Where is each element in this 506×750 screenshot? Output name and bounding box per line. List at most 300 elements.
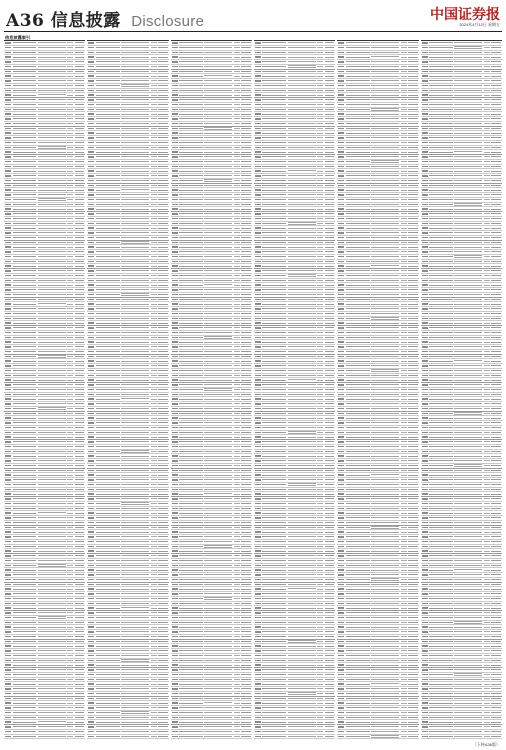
table-cell [255,579,261,580]
table-cell [288,522,316,523]
table-cell [262,574,286,575]
table-cell [338,370,344,371]
table-cell [204,308,232,309]
table-cell [241,251,251,252]
table-cell [454,209,482,210]
table-cell [288,479,316,480]
table-cell [255,42,261,43]
table-cell [262,679,286,680]
table-cell [346,707,370,708]
table-cell [151,52,157,53]
table-cell [325,109,335,110]
table-cell [338,360,344,361]
table-cell [241,180,251,181]
table-cell [422,137,428,138]
table-cell [288,128,316,129]
table-cell [67,57,73,58]
table-cell [38,574,66,575]
table-cell [454,142,482,143]
table-cell [179,237,203,238]
table-cell [96,717,120,718]
table-cell [88,441,94,442]
table-cell [151,237,157,238]
table-cell [204,289,232,290]
table-cell [317,427,323,428]
table-cell [288,565,316,566]
table-cell [317,736,323,737]
table-cell [151,384,157,385]
table-cell [408,346,418,347]
table-cell [401,598,407,599]
table-cell [241,123,251,124]
table-cell [338,517,344,518]
table-cell [204,517,232,518]
table-cell [75,133,85,134]
table-cell [234,327,240,328]
table-cell [262,707,286,708]
table-cell [204,597,232,599]
table-cell [121,398,149,400]
table-cell [454,175,482,176]
table-cell [484,171,490,172]
table-cell [88,137,94,138]
table-cell [13,242,37,243]
table-cell [491,213,501,214]
table-cell [204,684,232,685]
table-cell [408,399,418,400]
table-cell [408,508,418,509]
table-cell [338,394,344,395]
table-cell [262,47,286,48]
table-cell [371,403,399,404]
table-cell [5,565,11,566]
table-cell [371,180,399,181]
table-cell [241,446,251,447]
section-title-cn: 信息披露 [50,11,121,31]
table-cell [408,99,418,100]
table-cell [241,665,251,666]
table-cell [429,223,453,224]
table-cell [371,627,399,628]
table-cell [172,213,178,214]
table-cell [346,650,370,651]
table-cell [121,541,149,542]
table-cell [13,489,37,490]
table-cell [96,175,120,176]
table-cell [408,118,418,119]
table-cell [454,375,482,376]
table-cell [96,636,120,637]
table-cell [151,380,157,381]
table-cell [13,204,37,205]
table-cell [179,693,203,694]
table-cell [13,736,37,737]
table-cell [288,80,316,81]
table-cell [179,403,203,404]
table-cell [172,180,178,181]
table-cell [325,522,335,523]
table-cell [234,346,240,347]
table-cell [241,270,251,271]
table-cell [484,199,490,200]
table-cell [401,380,407,381]
table-cell [401,237,407,238]
table-cell [429,427,453,428]
table-cell [325,579,335,580]
table-cell [204,71,232,72]
table-cell [158,318,168,319]
table-cell [401,684,407,685]
table-cell [13,608,37,609]
table-cell [67,356,73,357]
table-cell [38,593,66,594]
table-cell [75,275,85,276]
table-cell [158,489,168,490]
table-cell [96,356,120,357]
table-cell [288,579,316,580]
table-cell [338,161,344,162]
index-column [421,40,502,743]
table-cell [234,118,240,119]
table-cell [5,237,11,238]
table-cell [158,147,168,148]
table-cell [13,603,37,604]
table-cell [317,494,323,495]
table-cell [13,209,37,210]
table-cell [241,137,251,138]
table-cell [325,299,335,300]
table-cell [325,513,335,514]
table-cell [121,223,149,224]
table-cell [401,213,407,214]
table-cell [38,42,66,44]
table-cell [204,66,232,67]
table-cell [317,399,323,400]
table-cell [317,636,323,637]
table-cell [288,722,316,723]
table-cell [288,451,316,452]
table-cell [158,256,168,257]
table-cell [172,256,178,257]
table-cell [317,698,323,699]
table-cell [241,612,251,613]
table-cell [96,218,120,219]
table-cell [325,617,335,618]
table-cell [346,470,370,471]
table-cell [75,570,85,571]
table-cell [13,223,37,224]
table-cell [172,436,178,437]
table-cell [241,370,251,371]
table-cell [422,341,428,342]
table-cell [325,351,335,352]
table-cell [151,147,157,148]
table-cell [338,446,344,447]
table-cell [75,380,85,381]
table-cell [88,94,94,95]
table-cell [262,204,286,205]
table-cell [234,589,240,590]
table-cell [234,422,240,423]
table-cell [179,551,203,552]
table-cell [204,388,232,390]
table-cell [67,456,73,457]
table-cell [288,232,316,233]
table-cell [317,356,323,357]
table-cell [288,152,316,153]
table-cell [338,232,344,233]
table-cell [67,736,73,737]
table-cell [325,57,335,58]
table-cell [38,156,66,157]
table-cell [158,128,168,129]
table-cell [96,299,120,300]
table-cell [96,622,120,623]
table-cell [158,603,168,604]
table-cell [234,361,240,362]
table-cell [454,294,482,295]
table-cell [88,218,94,219]
table-cell [75,475,85,476]
table-cell [151,522,157,523]
table-cell [172,474,178,475]
table-cell [204,251,232,252]
table-cell [96,579,120,580]
table-cell [121,304,149,305]
table-cell [338,527,344,528]
table-cell [262,380,286,381]
table-cell [288,636,316,637]
table-cell [371,228,399,229]
table-cell [454,384,482,385]
table-cell [158,622,168,623]
table-cell [121,517,149,518]
table-cell [371,707,399,708]
table-cell [234,536,240,537]
table-cell [288,692,316,694]
table-cell [5,693,11,694]
table-cell [13,194,37,195]
table-cell [13,418,37,419]
table-cell [75,118,85,119]
table-cell [179,508,203,509]
table-cell [234,669,240,670]
table-cell [172,80,178,81]
table-cell [121,693,149,694]
table-cell [151,636,157,637]
table-cell [172,52,178,53]
table-cell [401,209,407,210]
table-cell [13,80,37,81]
table-cell [158,508,168,509]
table-cell [38,299,66,300]
table-cell [172,441,178,442]
table-cell [346,441,370,442]
table-cell [317,674,323,675]
table-cell [151,703,157,704]
table-cell [151,551,157,552]
table-cell [13,665,37,666]
table-cell [262,731,286,732]
table-cell [371,555,399,556]
table-cell [5,574,11,575]
table-cell [454,213,482,214]
table-cell [262,422,286,423]
table-cell [67,109,73,110]
table-cell [429,90,453,91]
table-cell [151,337,157,338]
table-cell [179,194,203,195]
table-cell [241,95,251,96]
table-cell [429,76,453,77]
table-cell [338,389,344,390]
table-cell [158,185,168,186]
table-cell [204,237,232,238]
table-cell [422,170,428,171]
table-cell [484,270,490,271]
table-cell [241,394,251,395]
table-cell [234,308,240,309]
table-cell [5,166,11,167]
table-cell [325,536,335,537]
table-cell [172,626,178,627]
table-cell [75,522,85,523]
table-cell [38,693,66,694]
table-cell [5,341,11,342]
table-cell [5,313,11,314]
table-cell [151,389,157,390]
table-cell [38,213,66,214]
table-cell [371,95,399,96]
table-cell [158,76,168,77]
table-cell [75,242,85,243]
table-cell [38,361,66,362]
table-cell [96,541,120,542]
table-cell [234,294,240,295]
table-cell [204,199,232,200]
table-cell [371,584,399,585]
table-cell [454,66,482,67]
table-cell [262,242,286,243]
table-cell [262,199,286,200]
table-cell [422,275,428,276]
table-cell [234,394,240,395]
table-cell [67,194,73,195]
table-cell [234,251,240,252]
table-cell [317,475,323,476]
table-cell [13,375,37,376]
table-cell [346,494,370,495]
table-cell [317,589,323,590]
table-cell [429,332,453,333]
table-cell [121,332,149,333]
table-cell [255,731,261,732]
table-cell [151,422,157,423]
table-cell [491,109,501,110]
table-cell [338,512,344,513]
table-cell [234,52,240,53]
table-cell [204,418,232,419]
table-cell [288,299,316,300]
table-cell [491,71,501,72]
table-cell [255,256,261,257]
table-cell [429,71,453,72]
table-cell [88,265,94,266]
table-cell [179,451,203,452]
table-cell [179,85,203,86]
table-cell [5,199,11,200]
table-cell [234,242,240,243]
table-cell [204,90,232,91]
table-cell [422,109,428,110]
index-column [4,40,85,743]
table-cell [234,418,240,419]
table-cell [422,427,428,428]
table-cell [484,413,490,414]
table-cell [121,446,149,447]
table-cell [288,684,316,685]
table-cell [158,593,168,594]
table-cell [325,104,335,105]
table-cell [13,370,37,371]
table-cell [255,493,261,494]
table-cell [13,114,37,115]
table-cell [288,536,316,538]
table-cell [325,574,335,575]
table-cell [67,370,73,371]
table-cell [151,660,157,661]
table-cell [338,588,344,589]
table-cell [401,171,407,172]
table-cell [179,418,203,419]
table-cell [204,593,232,594]
table-cell [75,574,85,575]
table-cell [255,132,261,133]
table-cell [121,323,149,324]
table-cell [325,622,335,623]
table-cell [67,142,73,143]
table-cell [491,90,501,91]
table-cell [255,484,261,485]
table-cell [158,299,168,300]
table-cell [204,179,232,181]
table-cell [422,180,428,181]
table-cell [371,80,399,81]
table-cell [158,47,168,48]
table-cell [75,465,85,466]
table-cell [241,247,251,248]
table-cell [13,71,37,72]
table-cell [234,247,240,248]
table-cell [255,669,261,670]
table-cell [151,688,157,689]
table-cell [204,185,232,186]
table-cell [204,365,232,366]
table-cell [325,679,335,680]
table-cell [338,170,344,171]
table-cell [325,665,335,666]
table-cell [325,370,335,371]
table-cell [172,42,178,43]
table-cell [325,707,335,708]
table-cell [325,532,335,533]
table-cell [151,190,157,191]
table-cell [429,137,453,138]
table-cell [13,299,37,300]
table-cell [88,379,94,380]
table-cell [454,156,482,157]
table-cell [255,52,261,53]
